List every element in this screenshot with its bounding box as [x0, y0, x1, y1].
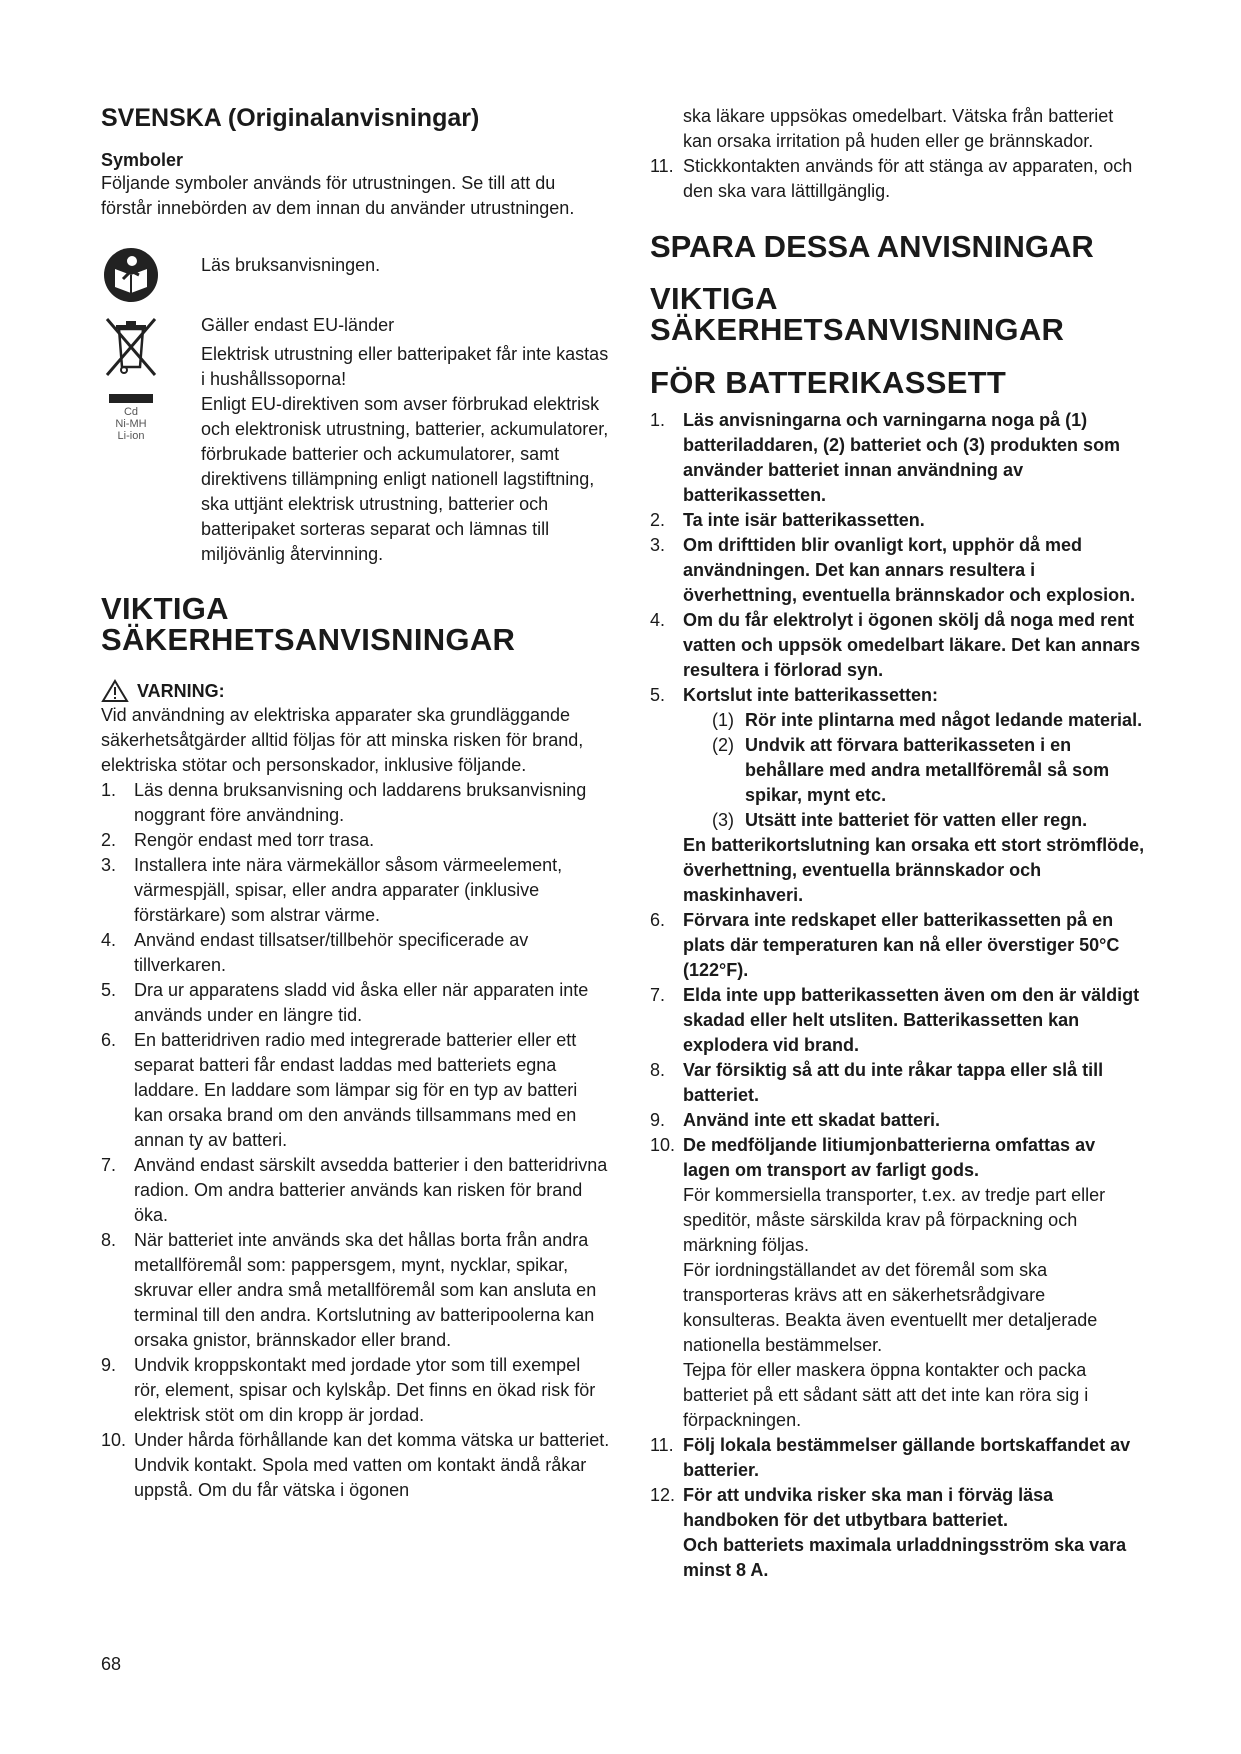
- list-item: 5. Kortslut inte batterikassetten: (1) Rör inte plintarna med något ledande material. (2) Undvik att förvara batterikasseten i en behållare med andra metallföremål så som spikar, mynt etc. (3) Utsätt inte batteriet för vatten eller regn. En batterikortslutning kan orsaka ett stort strömflöde, överhettning, eventuella brännskador och maskinhaveri.: [650, 683, 1145, 908]
- page-number: 68: [101, 1654, 122, 1674]
- transport-note-2: För iordningställandet av det föremål som ska transporteras krävs att en säkerhetsrådgivare konsulteras. Beakta även eventuellt mer detaljerade nationella bestämmelser.: [683, 1260, 1098, 1355]
- safety-title-line2: SÄKERHETSANVISNINGAR: [101, 622, 516, 657]
- list-item: 1. Läs anvisningarna och varningarna noga på (1) batteriladdaren, (2) batteriet och (3) produkten som använder batteriet innan användning av batterikassetten.: [650, 410, 1121, 505]
- list-item: 4. Om du får elektrolyt i ögonen skölj då noga med rent vatten och uppsök omedelbart läkare. Det kan annars resultera i förlorad syn.: [650, 610, 1141, 680]
- transport-note-3: Tejpa för eller maskera öppna kontakter och packa batteriet på ett sådant sätt att det inte kan röra sig i förpackningen.: [683, 1360, 1089, 1430]
- list-item: 2. Ta inte isär batterikassetten.: [650, 510, 925, 530]
- battery-list: [650, 408, 1145, 1583]
- safety-list-continued: [650, 104, 1145, 204]
- list-item-continuation: ska läkare uppsökas omedelbart. Vätska från batteriet kan orsaka irritation på huden eller ge brännskador.: [683, 106, 1114, 151]
- left-column: [101, 104, 611, 1503]
- battery-title-line1: VIKTIGA: [650, 281, 778, 316]
- sub-item: (1) Rör inte plintarna med något ledande material.: [712, 710, 1143, 730]
- list-item: 7. Använd endast särskilt avsedda batterier i den batteridrivna radion. Om andra batterier används kan risken för brand öka.: [101, 1155, 608, 1225]
- symbol-read-row: [101, 253, 611, 301]
- list-item: 11. Stickkontakten används för att stänga av apparaten, och den ska vara lättillgänglig.: [650, 156, 1133, 201]
- list-item: 4. Använd endast tillsatser/tillbehör specificerade av tillverkaren.: [101, 930, 529, 975]
- list-item: 8. Var försiktig så att du inte råkar tappa eller slå till batteriet.: [650, 1060, 1104, 1105]
- short-circuit-note: En batterikortslutning kan orsaka ett stort strömflöde, överhettning, eventuella brännskador och maskinhaveri.: [683, 835, 1145, 905]
- discharge-note: Och batteriets maximala urladdningsström ska vara minst 8 A.: [683, 1535, 1127, 1580]
- safety-title-line1: VIKTIGA: [101, 591, 229, 626]
- list-item: 3. Installera inte nära värmekällor såsom värmeelement, värmespjäll, spisar, eller andra apparater (inklusive förstärkare) som alstrar värme.: [101, 855, 563, 925]
- symbols-intro: Följande symboler används för utrustningen. Se till att du förstår innebörden av dem innan du använder utrustningen.: [101, 173, 575, 218]
- safety-list: [101, 778, 611, 1503]
- right-column: [650, 104, 1145, 1583]
- symbol-eu-row: [101, 313, 611, 567]
- list-item: 7. Elda inte upp batterikassetten även om den är väldigt skadad eller helt utsliten. Batterikassetten kan explodera vid brand.: [650, 985, 1140, 1055]
- list-item: 9. Använd inte ett skadat batteri.: [650, 1110, 941, 1130]
- warning-intro: Vid användning av elektriska apparater ska grundläggande säkerhetsåtgärder alltid följas för att minska risken för brand, elektriska stötar och personskador, inklusive följande.: [101, 705, 584, 775]
- list-item: 5. Dra ur apparatens sladd vid åska eller när apparaten inte används under en längre tid.: [101, 980, 589, 1025]
- transport-note-1: För kommersiella transporter, t.ex. av tredje part eller speditör, måste särskilda krav på förpackning och märkning följas.: [683, 1185, 1106, 1255]
- list-item: 6. En batteridriven radio med integrerade batterier eller ett separat batteri får endast laddas med batteriets egna laddare. En laddare som lämpar sig för en typ av batteri kan orsaka brand om den används tillsammans med en annan ty av batteri.: [101, 1030, 578, 1150]
- sub-item: (2) Undvik att förvara batterikasseten i en behållare med andra metallföremål så som spikar, mynt etc.: [712, 735, 1110, 805]
- sub-item: (3) Utsätt inte batteriet för vatten eller regn.: [712, 810, 1088, 830]
- warning-triangle-icon: [101, 679, 129, 703]
- list-item: 10. Under hårda förhållande kan det komma vätska ur batteriet. Undvik kontakt. Spola med vatten om kontakt ändå råkar uppstå. Om du får vätska i ögonen: [101, 1430, 610, 1500]
- crossed-bin-icon: [101, 315, 161, 442]
- bin-label-cd: Cd: [123, 406, 139, 418]
- battery-heading: [650, 283, 1145, 398]
- list-item: 1. Läs denna bruksanvisning och laddarens bruksanvisning noggrant före användning.: [101, 780, 587, 825]
- bin-label-liion: Li-ion: [117, 430, 145, 442]
- safety-heading: [101, 593, 611, 655]
- list-item: 9. Undvik kroppskontakt med jordade ytor som till exempel rör, element, spisar och kylskåp. Det finns en ökad risk för elektrisk stöt om din kropp är jordad.: [101, 1355, 596, 1425]
- list-item: 2. Rengör endast med torr trasa.: [101, 830, 375, 850]
- read-manual-icon: [101, 245, 161, 305]
- list-item: 6. Förvara inte redskapet eller batterikassetten på en plats där temperaturen kan nå eller överstiger 50°C (122°F).: [650, 910, 1120, 980]
- symbol-eu-only: Gäller endast EU-länder: [201, 315, 395, 335]
- list-item: 11. Följ lokala bestämmelser gällande bortskaffandet av batterier.: [650, 1435, 1131, 1480]
- save-instructions-title: SPARA DESSA ANVISNINGAR: [650, 229, 1094, 264]
- symbol-eu-para2: Enligt EU-direktiven som avser förbrukad elektrisk och elektronisk utrustning, batterier, ackumulatorer, förbrukade batterier och ackumulatorer, samt direktivens tillämpning enligt nationell lagstiftning, ska uttjänt elektrisk utrustning, batterier och batteripaket sorteras separat och lämnas till miljövänlig återvinning.: [201, 394, 609, 564]
- list-item: 8. När batteriet inte används ska det hållas borta från andra metallföremål som: pappersgem, mynt, nycklar, spikar, skruvar eller andra små metallföremål som kan ansluta en terminal till den andra. Kortslutning av batteripoolerna kan orsaka gnistor, brännskador eller brand.: [101, 1230, 597, 1350]
- symbols-title: Symboler: [101, 150, 184, 170]
- symbol-eu-para1: Elektrisk utrustning eller batteripaket får inte kastas i hushållssoporna!: [201, 344, 609, 389]
- warning-heading: [101, 679, 611, 703]
- list-item: 10. De medföljande litiumjonbatterierna omfattas av lagen om transport av farligt gods. För kommersiella transporter, t.ex. av tredje part eller speditör, måste särskilda krav på förpackning och märkning följas. För iordningställandet av det föremål som ska transporteras krävs att en säkerhetsrådgivare konsulteras. Beakta även eventuellt mer detaljerade nationella bestämmelser. Tejpa för eller maskera öppna kontakter och packa batteriet på ett sådant sätt att det inte kan röra sig i förpackningen.: [650, 1133, 1145, 1433]
- list-item: 12. För att undvika risker ska man i förväg läsa handboken för det utbytbara batteriet. Och batteriets maximala urladdningsström ska vara minst 8 A.: [650, 1483, 1145, 1583]
- language-title: SVENSKA (Originalanvisningar): [101, 104, 480, 132]
- bin-label-nimh: Ni-MH: [115, 418, 147, 430]
- warning-label: VARNING:: [137, 680, 225, 701]
- list-item: 3. Om drifttiden blir ovanligt kort, upphör då med användningen. Det kan annars resultera i överhettning, eventuella brännskador och explosion.: [650, 535, 1136, 605]
- symbol-read-text: Läs bruksanvisningen.: [201, 255, 381, 275]
- battery-title-line3: FÖR BATTERIKASSETT: [650, 365, 1007, 400]
- battery-title-line2: SÄKERHETSANVISNINGAR: [650, 312, 1065, 347]
